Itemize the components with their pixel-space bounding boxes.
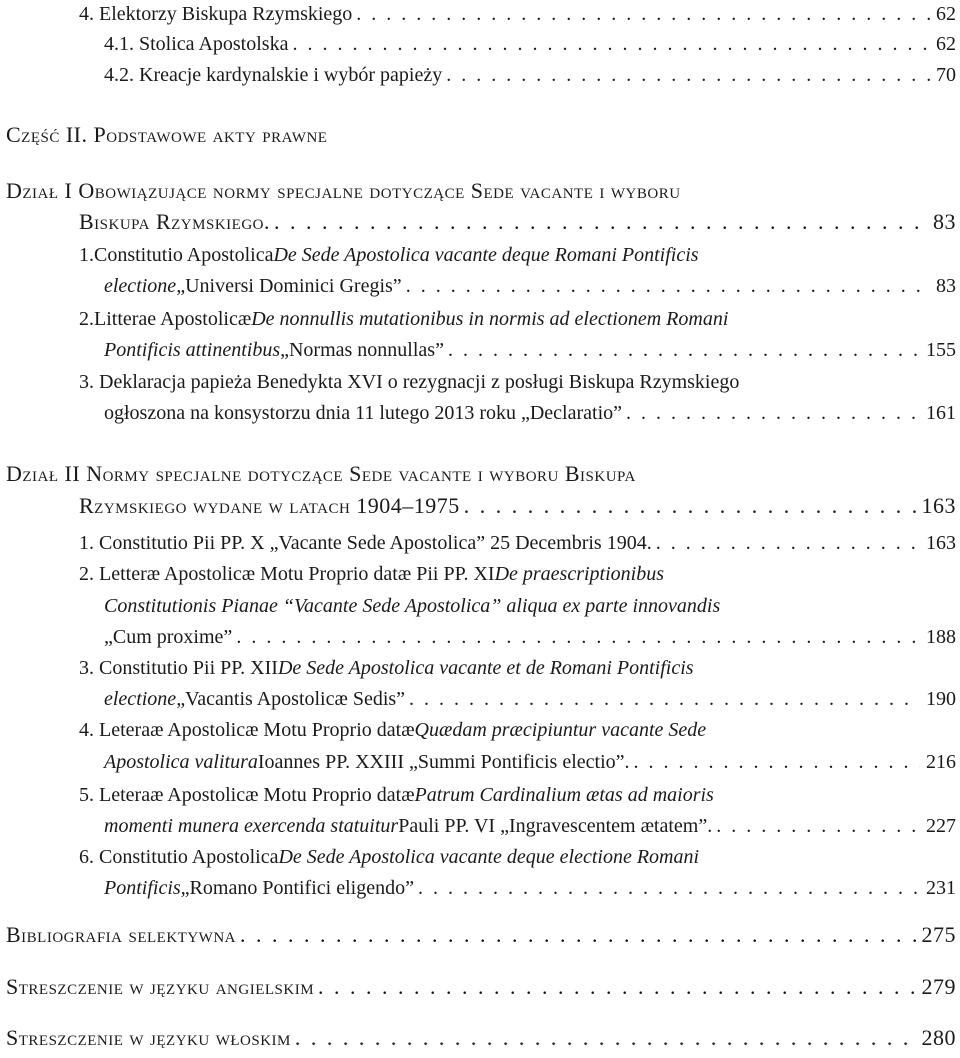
dot-leader: [292, 30, 930, 58]
dot-leader: [406, 272, 930, 300]
toc-entry[interactable]: ogłoszona na konsystorzu dnia 11 lutego 2013 roku „Declaratio” . . . 161: [0, 399, 960, 427]
section-heading: [0, 177, 960, 205]
dot-leader: [634, 748, 920, 776]
dot-leader: [716, 812, 920, 840]
dot-leader: [356, 0, 930, 28]
toc-entry[interactable]: [0, 208, 960, 236]
toc-entry[interactable]: [0, 921, 960, 949]
toc-entry[interactable]: 1. Constitutio Pii PP. X „Vacante Sede Apostolica” 25 Decembris 1904. . . . 163: [0, 529, 960, 557]
dot-leader: [418, 874, 920, 902]
toc-entry-title: 4.2. Kreacje kardynalskie i wybór papieży: [104, 64, 443, 86]
dot-leader: [240, 921, 916, 949]
toc-page-number: 62: [936, 33, 956, 55]
toc-entry-title: Biskupa Rzymskiego.: [79, 209, 270, 234]
toc-entry-line[interactable]: 3. Deklaracja papieża Benedykta XVI o rezygnacji z posługi Biskupa Rzymskiego: [79, 371, 740, 393]
dot-leader: [464, 492, 916, 520]
toc-entry-line[interactable]: 5. Leteraæ Apostolicæ Motu Proprio datæ Patrum Cardinalium ætas ad maioris: [79, 784, 714, 806]
toc-entry-line[interactable]: 1. Constitutio Apostolica De Sede Apostolica vacante deque Romani Pontificis: [79, 244, 699, 266]
toc-entry-title: Bibliografia selektywna: [6, 922, 236, 947]
dot-leader: [318, 973, 915, 1001]
toc-entry[interactable]: electione „Universi Dominici Gregis” . . . 83: [0, 272, 960, 300]
toc-entry[interactable]: [0, 1024, 960, 1052]
section-heading: [0, 460, 960, 488]
toc-page-number: 155: [926, 339, 956, 361]
dot-leader: [236, 623, 920, 651]
toc-page-number: 280: [921, 1025, 956, 1050]
toc-entry-line[interactable]: 6. Constitutio Apostolica De Sede Apostolica vacante deque electione Romani: [79, 846, 700, 868]
toc-entry[interactable]: Apostolica valitura Ioannes PP. XXIII „Summi Pontificis electio”. . . . 216: [0, 748, 960, 776]
toc-page-number: 83: [936, 275, 956, 297]
dot-leader: [446, 61, 930, 89]
toc-entry-title: Streszczenie w języku włoskim: [6, 1025, 291, 1050]
dot-leader: [295, 1024, 916, 1052]
toc-page-number: 231: [926, 877, 956, 899]
toc-entry[interactable]: [0, 61, 960, 89]
toc-entry[interactable]: [0, 0, 960, 28]
toc-entry-line[interactable]: 3. Constitutio Pii PP. XII De Sede Apostolica vacante et de Romani Pontificis: [79, 657, 694, 679]
toc-entry[interactable]: [0, 30, 960, 58]
toc-entry[interactable]: Pontificis „Romano Pontifici eligendo” . . . 231: [0, 874, 960, 902]
toc-entry[interactable]: momenti munera exercenda statuitur Pauli PP. VI „Ingravescentem ætatem”. . . . 227: [0, 812, 960, 840]
toc-entry[interactable]: electione „Vacantis Apostolicæ Sedis” . . . 190: [0, 685, 960, 713]
toc-page-number: 163: [921, 493, 956, 518]
toc-entry-title: 4.1. Stolica Apostolska: [104, 33, 289, 55]
toc-entry-title: Rzymskiego wydane w latach 1904–1975: [79, 493, 460, 518]
toc-page-number: 188: [926, 626, 956, 648]
toc-entry-title: Streszczenie w języku angielskim: [6, 974, 315, 999]
toc-entry[interactable]: [0, 492, 960, 520]
toc-entry-line[interactable]: Constitutionis Pianae “Vacante Sede Apostolica” aliqua ex parte innovandis: [104, 595, 721, 617]
toc-entry[interactable]: „Cum proxime” . . . 188: [0, 623, 960, 651]
toc-entry-line[interactable]: 4. Leteraæ Apostolicæ Motu Proprio datæ Quædam præcipiuntur vacante Sede: [79, 719, 707, 741]
toc-page-number: 216: [926, 751, 956, 773]
dot-leader: [656, 529, 920, 557]
toc-entry[interactable]: Pontificis attinentibus „Normas nonnullas” . . . 155: [0, 336, 960, 364]
section-heading-title: Dział II Normy specjalne dotyczące Sede vacante i wyboru Biskupa: [6, 461, 636, 486]
toc-page-number: 163: [926, 532, 956, 554]
dot-leader: [274, 208, 927, 236]
part-heading: [0, 121, 960, 149]
toc-page-number: 83: [933, 209, 956, 234]
section-heading-title: Dział I Obowiązujące normy specjalne dotyczące Sede vacante i wyboru: [6, 178, 681, 203]
dot-leader: [448, 336, 920, 364]
toc-entry-line[interactable]: 2. Letteræ Apostolicæ Motu Proprio datæ Pii PP. XI De praescriptionibus: [79, 563, 665, 585]
toc-entry-line[interactable]: 2. Litterae Apostolicæ De nonnullis mutationibus in normis ad electionem Romani: [79, 308, 729, 330]
toc-page-number: 275: [921, 922, 956, 947]
toc-entry-title: 4. Elektorzy Biskupa Rzymskiego: [79, 3, 353, 25]
toc-page-number: 70: [936, 64, 956, 86]
toc-page-number: 279: [921, 974, 956, 999]
part-heading-title: Część II. Podstawowe akty prawne: [6, 122, 328, 147]
toc-page-number: 227: [926, 815, 956, 837]
toc-page-number: 161: [926, 402, 956, 424]
toc-entry[interactable]: [0, 973, 960, 1001]
dot-leader: [409, 685, 920, 713]
dot-leader: [626, 399, 920, 427]
toc-page-number: 62: [936, 3, 956, 25]
toc-page-number: 190: [926, 688, 956, 710]
